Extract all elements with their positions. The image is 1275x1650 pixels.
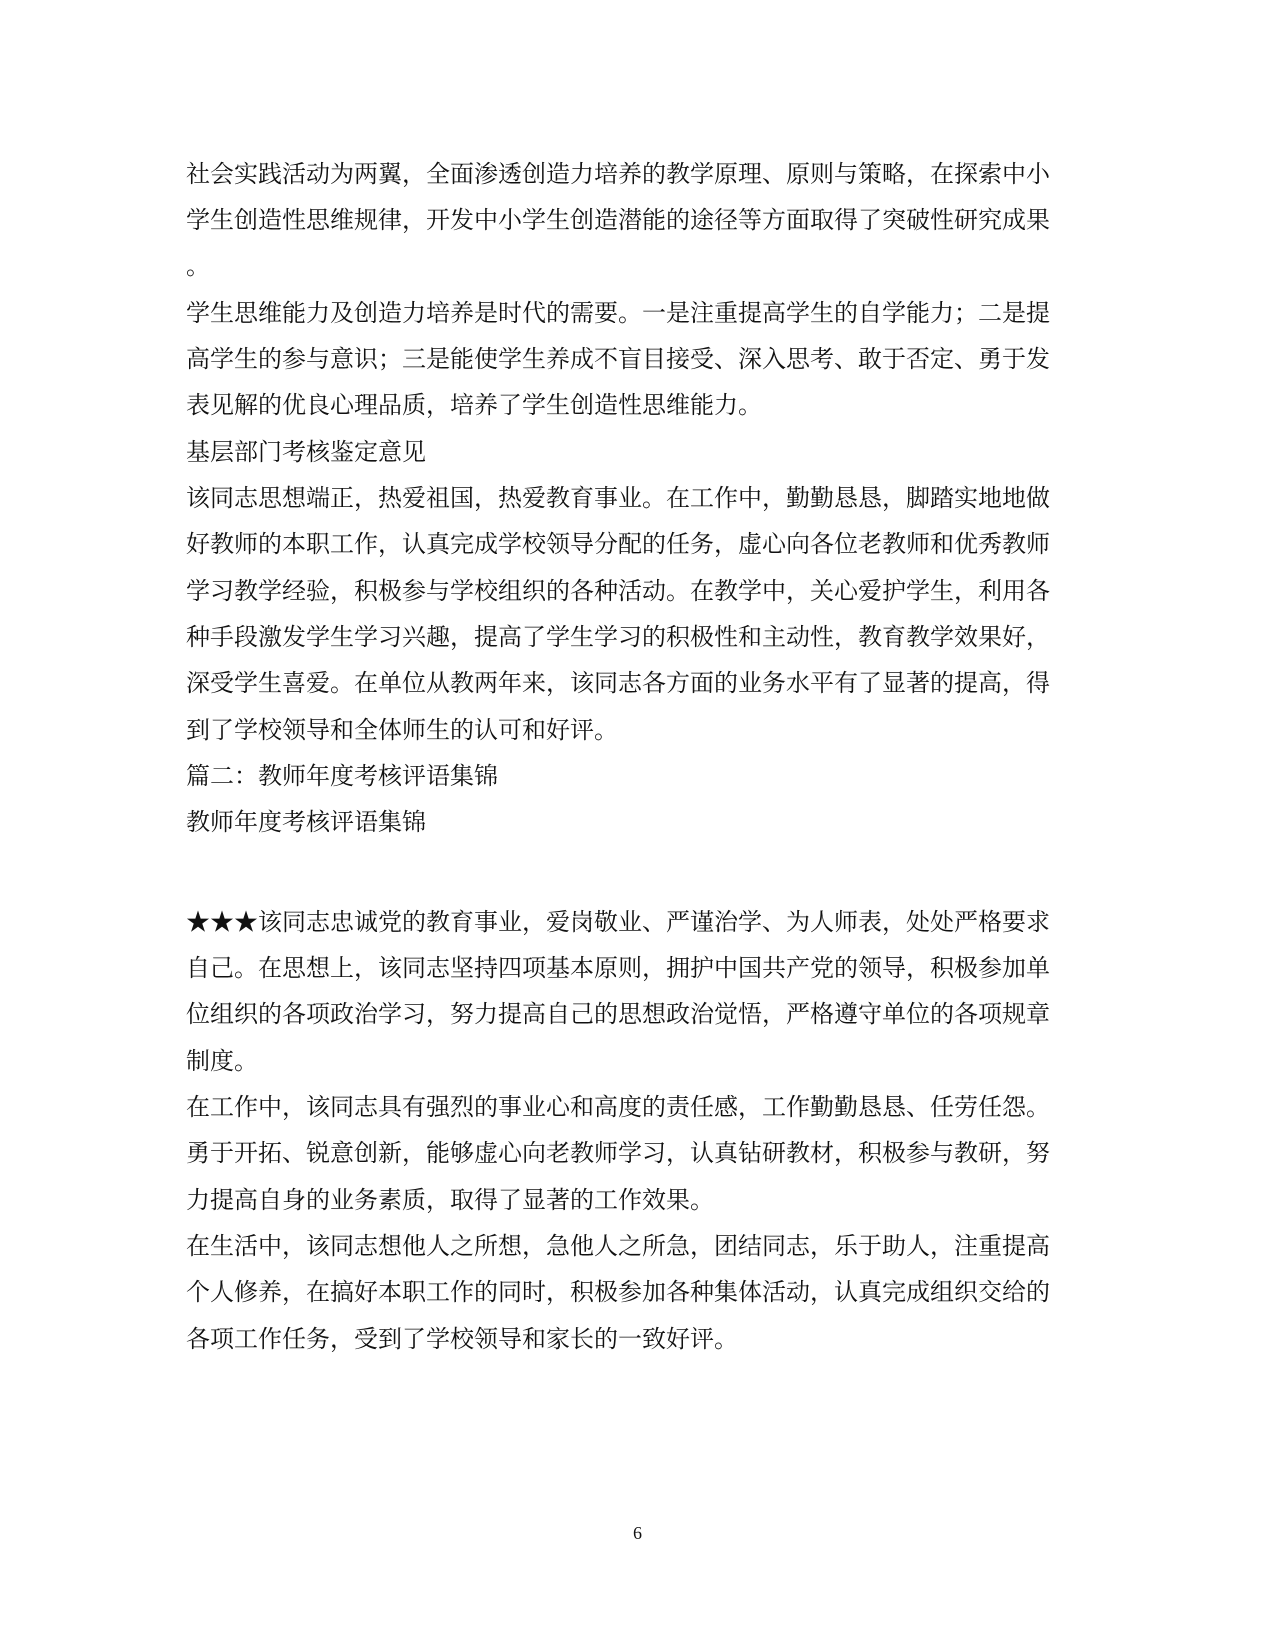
body-text-line: 学习教学经验，积极参与学校组织的各种活动。在教学中，关心爱护学生，利用各 xyxy=(186,577,1050,605)
body-text-line: 各项工作任务，受到了学校领导和家长的一致好评。 xyxy=(186,1325,738,1353)
body-text-line: 社会实践活动为两翼，全面渗透创造力培养的教学原理、原则与策略，在探索中小 xyxy=(186,160,1050,188)
body-text-line: 自己。在思想上，该同志坚持四项基本原则，拥护中国共产党的领导，积极参加单 xyxy=(186,954,1050,982)
body-text-line: 到了学校领导和全体师生的认可和好评。 xyxy=(186,716,618,744)
body-text-line: 学生思维能力及创造力培养是时代的需要。一是注重提高学生的自学能力；二是提 xyxy=(186,299,1050,327)
body-text-line: 好教师的本职工作，认真完成学校领导分配的任务，虚心向各位老教师和优秀教师 xyxy=(186,530,1050,558)
page-number: 6 xyxy=(633,1523,642,1543)
body-text-line: 力提高自身的业务素质，取得了显著的工作效果。 xyxy=(186,1186,714,1214)
body-text-line: 在工作中，该同志具有强烈的事业心和高度的责任感，工作勤勤恳恳、任劳任怨。 xyxy=(186,1093,1050,1121)
body-text-line: 个人修养，在搞好本职工作的同时，积极参加各种集体活动，认真完成组织交给的 xyxy=(186,1278,1050,1306)
body-text-line: 高学生的参与意识；三是能使学生养成不盲目接受、深入思考、敢于否定、勇于发 xyxy=(186,345,1050,373)
body-text-line: 学生创造性思维规律，开发中小学生创造潜能的途径等方面取得了突破性研究成果 xyxy=(186,206,1050,234)
section-heading: 基层部门考核鉴定意见 xyxy=(186,438,426,466)
body-text-line: 表见解的优良心理品质，培养了学生创造性思维能力。 xyxy=(186,391,762,419)
body-text-line: 在生活中，该同志想他人之所想，急他人之所急，团结同志，乐于助人，注重提高 xyxy=(186,1232,1050,1260)
body-text-line: 该同志思想端正，热爱祖国，热爱教育事业。在工作中，勤勤恳恳，脚踏实地地做 xyxy=(186,484,1050,512)
body-text-line: 位组织的各项政治学习，努力提高自己的思想政治觉悟，严格遵守单位的各项规章 xyxy=(186,1000,1050,1028)
chapter-heading: 篇二：教师年度考核评语集锦 xyxy=(186,762,498,790)
body-text-line: ★★★该同志忠诚党的教育事业，爱岗敬业、严谨治学、为人师表，处处严格要求 xyxy=(186,908,1050,936)
body-text-line: 。 xyxy=(186,252,210,280)
body-text-line: 深受学生喜爱。在单位从教两年来，该同志各方面的业务水平有了显著的提高，得 xyxy=(186,669,1050,697)
document-title: 教师年度考核评语集锦 xyxy=(186,808,426,836)
body-text-line: 勇于开拓、锐意创新，能够虚心向老教师学习，认真钻研教材，积极参与教研，努 xyxy=(186,1139,1050,1167)
body-text-line: 制度。 xyxy=(186,1047,258,1075)
body-text-line: 种手段激发学生学习兴趣，提高了学生学习的积极性和主动性，教育教学效果好， xyxy=(186,623,1050,651)
